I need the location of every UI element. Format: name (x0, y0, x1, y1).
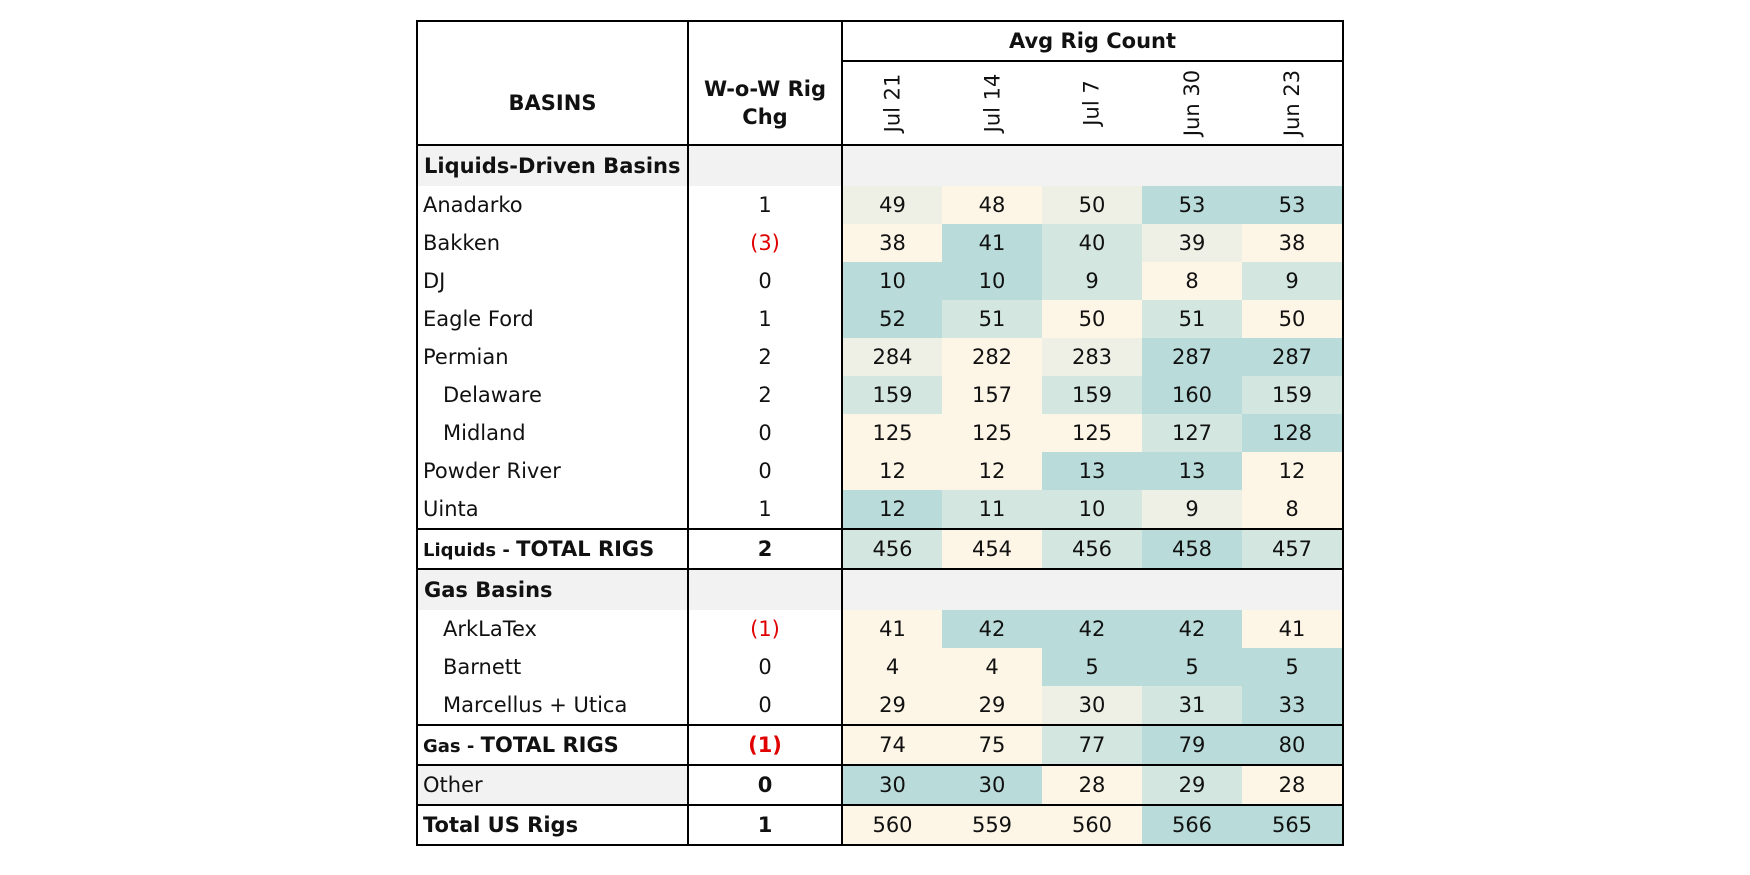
rig-count-cell: 458 (1142, 529, 1242, 569)
wow-chg-header-line2: Chg (742, 104, 788, 129)
rig-count-cell: 53 (1142, 186, 1242, 224)
rig-count-cell: 38 (842, 224, 942, 262)
rig-count-cell: 30 (942, 765, 1042, 805)
rig-count-cell: 5 (1042, 648, 1142, 686)
rig-count-cell: 41 (942, 224, 1042, 262)
wow-change: 2 (688, 529, 842, 569)
liquids-section-label: Liquids-Driven Basins (417, 145, 688, 186)
rig-count-cell: 560 (842, 805, 942, 845)
rig-count-cell: 456 (842, 529, 942, 569)
rig-count-cell: 5 (1242, 648, 1343, 686)
table-row (417, 452, 1343, 490)
total-label (417, 725, 688, 765)
rig-count-cell: 125 (842, 414, 942, 452)
basin-name: Eagle Ford (417, 300, 688, 338)
rig-count-cell: 283 (1042, 338, 1142, 376)
rig-count-cell: 28 (1242, 765, 1343, 805)
rig-count-cell: 50 (1042, 300, 1142, 338)
wow-change: 1 (688, 805, 842, 845)
rig-count-cell: 287 (1142, 338, 1242, 376)
week-header: Jul 21 (842, 61, 942, 145)
liquids-total-row (417, 529, 1343, 569)
basin-name: Marcellus + Utica (417, 686, 688, 725)
rig-count-cell: 80 (1242, 725, 1343, 765)
basins-header: BASINS (417, 61, 688, 145)
table-row (417, 414, 1343, 452)
basin-name: Bakken (417, 224, 688, 262)
rig-count-cell: 128 (1242, 414, 1343, 452)
rig-count-cell: 10 (942, 262, 1042, 300)
rig-count-cell: 9 (1142, 490, 1242, 529)
week-header: Jul 7 (1042, 61, 1142, 145)
table-row (417, 338, 1343, 376)
wow-change: (1) (688, 610, 842, 648)
wow-change: 1 (688, 186, 842, 224)
wow-change: 1 (688, 300, 842, 338)
rig-count-cell: 13 (1042, 452, 1142, 490)
rig-count-cell: 287 (1242, 338, 1343, 376)
wow-change: 0 (688, 648, 842, 686)
basin-name: Powder River (417, 452, 688, 490)
rig-count-cell: 565 (1242, 805, 1343, 845)
rig-count-cell: 284 (842, 338, 942, 376)
rig-count-cell: 12 (842, 490, 942, 529)
wow-change: 0 (688, 262, 842, 300)
rig-count-cell: 42 (1042, 610, 1142, 648)
rig-count-cell: 48 (942, 186, 1042, 224)
basin-name: Uinta (417, 490, 688, 529)
rig-count-cell: 456 (1042, 529, 1142, 569)
rig-count-cell: 457 (1242, 529, 1343, 569)
section-gray-cell (842, 145, 1343, 186)
rig-count-cell: 12 (1242, 452, 1343, 490)
basin-name: ArkLaTex (417, 610, 688, 648)
rig-count-cell: 8 (1142, 262, 1242, 300)
rig-count-cell: 159 (842, 376, 942, 414)
rig-count-cell: 29 (842, 686, 942, 725)
rig-count-cell: 39 (1142, 224, 1242, 262)
table-row (417, 376, 1343, 414)
rig-count-cell: 77 (1042, 725, 1142, 765)
basin-name: Permian (417, 338, 688, 376)
wow-change: 2 (688, 338, 842, 376)
basin-name: DJ (417, 262, 688, 300)
rig-count-cell: 159 (1242, 376, 1343, 414)
wow-change: 2 (688, 376, 842, 414)
rig-count-cell: 13 (1142, 452, 1242, 490)
table-row (417, 262, 1343, 300)
rig-count-cell: 33 (1242, 686, 1343, 725)
rig-count-cell: 41 (1242, 610, 1343, 648)
rig-count-cell: 159 (1042, 376, 1142, 414)
section-gray-cell (842, 569, 1343, 610)
rig-count-cell: 11 (942, 490, 1042, 529)
total-label-text: TOTAL RIGS (516, 537, 655, 561)
rig-count-cell: 38 (1242, 224, 1343, 262)
rig-count-cell: 30 (1042, 686, 1142, 725)
table-row (417, 610, 1343, 648)
gas-rows (417, 610, 1343, 725)
table-row (417, 686, 1343, 725)
rig-count-cell: 10 (1042, 490, 1142, 529)
rig-count-cell: 157 (942, 376, 1042, 414)
table-row (417, 224, 1343, 262)
us-total-row (417, 805, 1343, 845)
rig-count-cell: 10 (842, 262, 942, 300)
rig-count-cell: 12 (942, 452, 1042, 490)
rig-count-cell: 40 (1042, 224, 1142, 262)
rig-count-cell: 28 (1042, 765, 1142, 805)
rig-count-cell: 49 (842, 186, 942, 224)
rig-count-table (416, 20, 1344, 846)
rig-count-cell: 31 (1142, 686, 1242, 725)
other-row (417, 765, 1343, 805)
wow-change: 1 (688, 490, 842, 529)
total-prefix: Liquids - (423, 540, 517, 561)
rig-count-cell: 52 (842, 300, 942, 338)
rig-count-cell: 30 (842, 765, 942, 805)
basin-name: Midland (417, 414, 688, 452)
basin-name: Barnett (417, 648, 688, 686)
rig-count-cell: 127 (1142, 414, 1242, 452)
rig-count-cell: 42 (942, 610, 1042, 648)
total-label-text: TOTAL RIGS (480, 733, 619, 757)
rig-count-cell: 74 (842, 725, 942, 765)
wow-change: 0 (688, 686, 842, 725)
rig-count-cell: 454 (942, 529, 1042, 569)
rig-count-cell: 29 (1142, 765, 1242, 805)
rig-count-cell: 125 (1042, 414, 1142, 452)
gas-total-row (417, 725, 1343, 765)
rig-count-cell: 4 (942, 648, 1042, 686)
rig-count-cell: 282 (942, 338, 1042, 376)
rig-count-cell: 75 (942, 725, 1042, 765)
rig-count-cell: 51 (942, 300, 1042, 338)
header-empty-chg (688, 21, 842, 61)
rig-count-cell: 12 (842, 452, 942, 490)
gas-section-label: Gas Basins (417, 569, 688, 610)
rig-count-cell: 41 (842, 610, 942, 648)
rig-count-cell: 5 (1142, 648, 1242, 686)
rig-count-cell: 50 (1042, 186, 1142, 224)
basin-name: Delaware (417, 376, 688, 414)
section-gray-cell (688, 145, 842, 186)
table-row (417, 186, 1343, 224)
wow-change: 0 (688, 765, 842, 805)
rig-count-cell: 4 (842, 648, 942, 686)
rig-count-cell: 8 (1242, 490, 1343, 529)
rig-count-cell: 29 (942, 686, 1042, 725)
rig-count-cell: 51 (1142, 300, 1242, 338)
wow-change: (3) (688, 224, 842, 262)
total-label: Other (417, 765, 688, 805)
week-header: Jun 30 (1142, 61, 1242, 145)
rig-count-cell: 559 (942, 805, 1042, 845)
liquids-rows (417, 186, 1343, 529)
avg-rig-count-header: Avg Rig Count (842, 21, 1343, 61)
rig-count-cell: 42 (1142, 610, 1242, 648)
basin-name: Anadarko (417, 186, 688, 224)
rig-count-cell: 160 (1142, 376, 1242, 414)
rig-count-cell: 125 (942, 414, 1042, 452)
week-header: Jul 14 (942, 61, 1042, 145)
rig-count-cell: 53 (1242, 186, 1343, 224)
rig-count-cell: 50 (1242, 300, 1343, 338)
rig-count-cell: 9 (1242, 262, 1343, 300)
wow-change: 0 (688, 414, 842, 452)
wow-chg-header-line1: W-o-W Rig (703, 76, 826, 101)
total-label (417, 529, 688, 569)
wow-change: 0 (688, 452, 842, 490)
rig-count-cell: 79 (1142, 725, 1242, 765)
week-header: Jun 23 (1242, 61, 1343, 145)
rig-count-cell: 566 (1142, 805, 1242, 845)
total-label: Total US Rigs (417, 805, 688, 845)
wow-change: (1) (688, 725, 842, 765)
table-row (417, 300, 1343, 338)
header-empty-basins (417, 21, 688, 61)
rig-count-cell: 9 (1042, 262, 1142, 300)
rig-count-cell: 560 (1042, 805, 1142, 845)
total-prefix: Gas - (423, 736, 481, 757)
table-row (417, 490, 1343, 529)
table-row (417, 648, 1343, 686)
wow-chg-header (688, 61, 842, 145)
section-gray-cell (688, 569, 842, 610)
